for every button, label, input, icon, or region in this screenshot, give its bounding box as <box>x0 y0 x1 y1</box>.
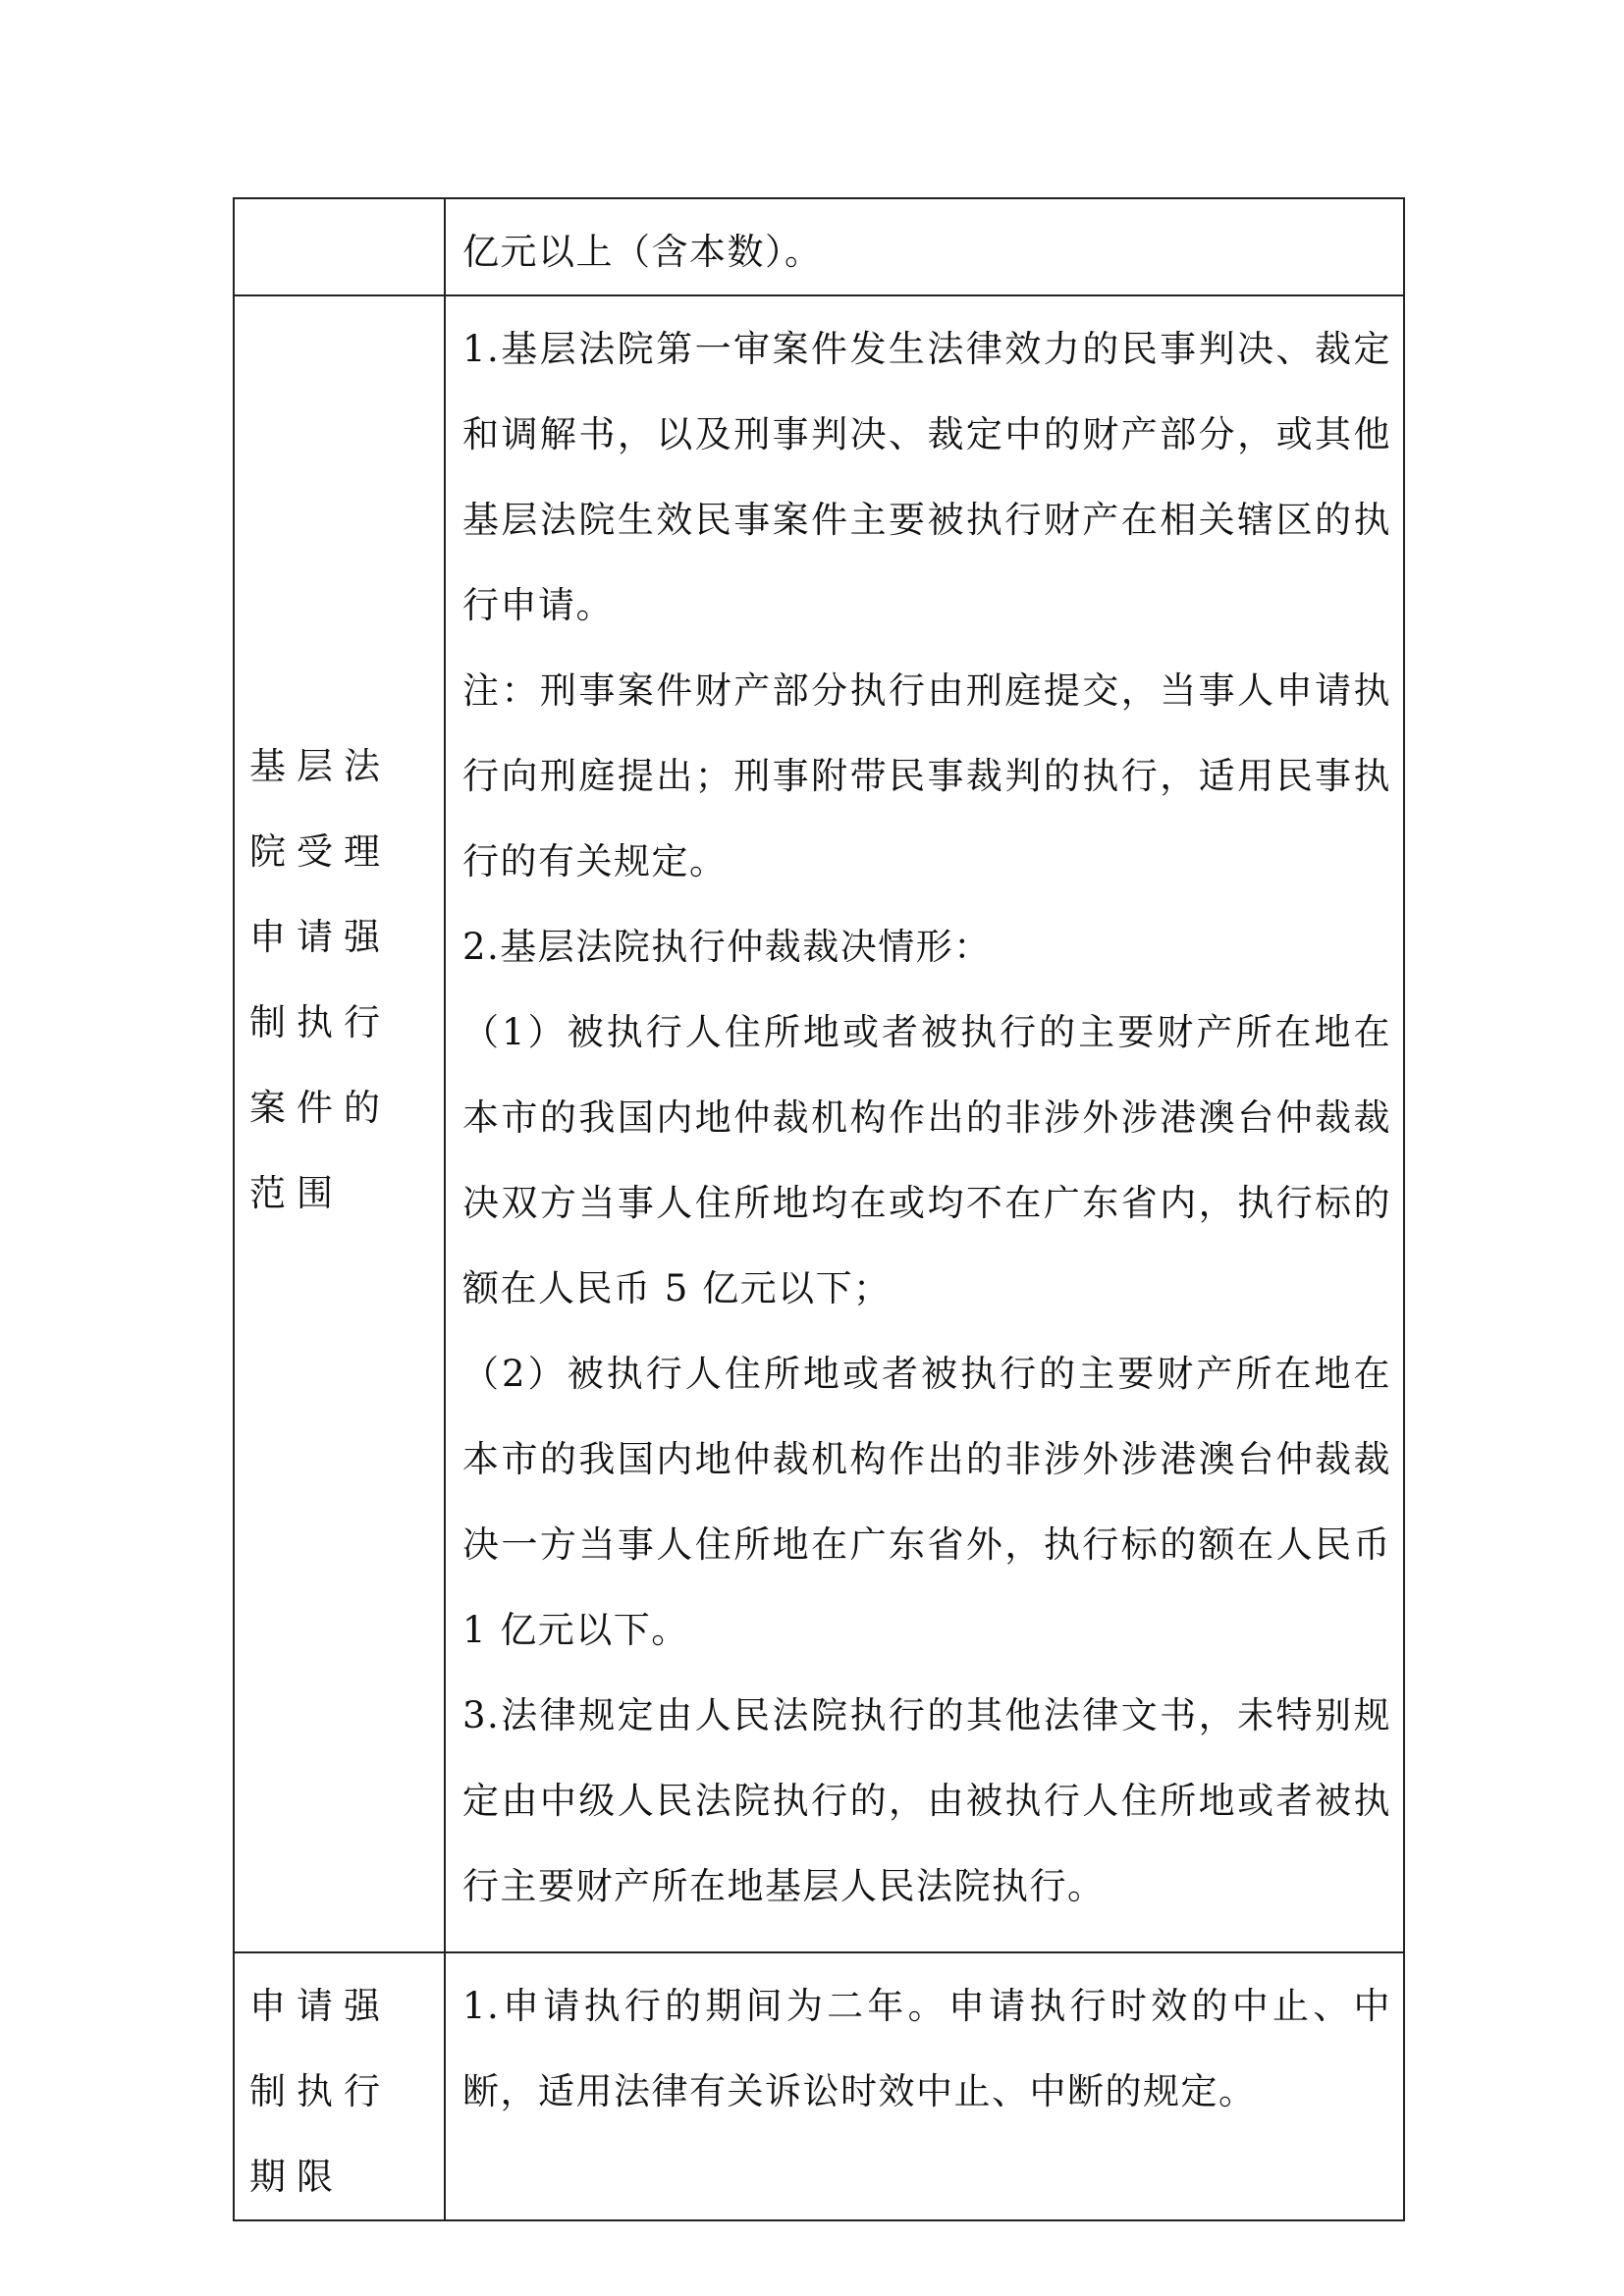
row-label: 申请强制执行期限 <box>249 1985 391 2198</box>
row-content-cell <box>445 198 1404 295</box>
row-label <box>235 199 444 209</box>
content-paragraph: （1）被执行人住所地或者被执行的主要财产所在地在本市的我国内地仲裁机构作出的非涉外涉港澳台仲裁裁决双方当事人住所地均在或均不在广东省内，执行标的额在人民币 5 亿元以下； <box>462 1011 1391 1309</box>
row-label-cell <box>234 198 445 295</box>
table-row <box>234 198 1404 295</box>
table-row <box>234 295 1404 1952</box>
content-paragraph: 1.基层法院第一审案件发生法律效力的民事判决、裁定和调解书，以及刑事判决、裁定中的财产部分，或其他基层法院生效民事案件主要被执行财产在相关辖区的执行申请。 <box>462 328 1391 626</box>
content-paragraph: 3.法律规定由人民法院执行的其他法律文书，未特别规定由中级人民法院执行的，由被执行人住所地或者被执行主要财产所在地基层人民法院执行。 <box>462 1694 1391 1907</box>
content-paragraph: （2）被执行人住所地或者被执行的主要财产所在地在本市的我国内地仲裁机构作出的非涉外涉港澳台仲裁裁决一方当事人住所地在广东省外，执行标的额在人民币 1 亿元以下。 <box>462 1353 1391 1651</box>
content-paragraph: 亿元以上（含本数）。 <box>462 231 823 273</box>
row-content-cell <box>445 295 1404 1952</box>
row-content-cell <box>445 1952 1404 2220</box>
content-paragraph: 注：刑事案件财产部分执行由刑庭提交，当事人申请执行向刑庭提出；刑事附带民事裁判的执行，适用民事执行的有关规定。 <box>462 669 1391 882</box>
content-paragraph: 1.申请执行的期间为二年。申请执行时效的中止、中断，适用法律有关诉讼时效中止、中断的规定。 <box>462 1985 1391 2112</box>
row-label: 基层法院受理申请强制执行案件的范围 <box>249 745 391 1214</box>
document-table <box>233 197 1405 2221</box>
content-paragraph: 2.基层法院执行仲裁裁决情形： <box>462 926 992 968</box>
table-row <box>234 1952 1404 2220</box>
row-label-cell <box>234 295 445 1952</box>
row-label-cell <box>234 1952 445 2220</box>
